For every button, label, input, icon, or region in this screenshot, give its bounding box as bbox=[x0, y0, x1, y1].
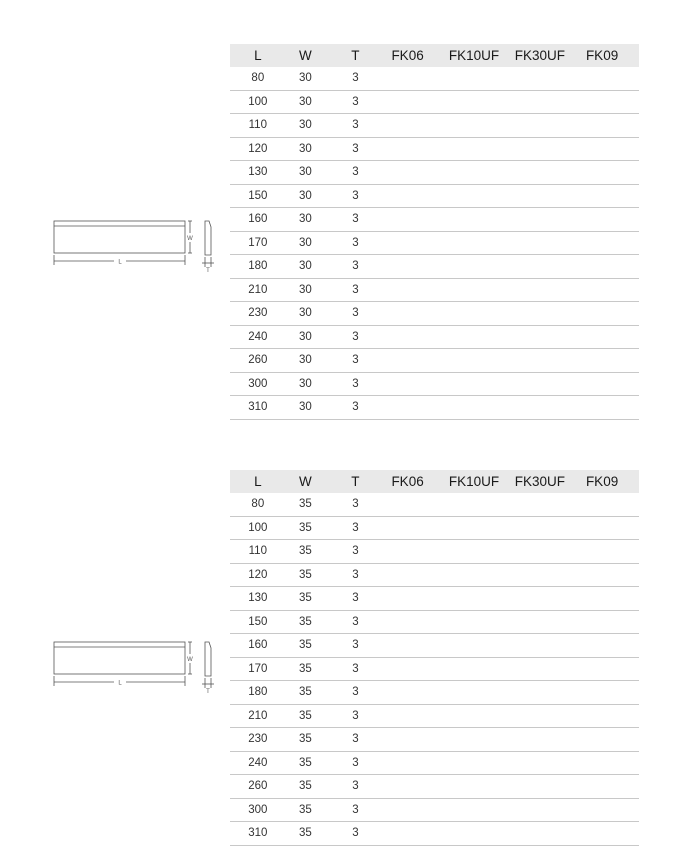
table-cell bbox=[515, 372, 566, 396]
table-cell: 110 bbox=[230, 114, 282, 138]
table-cell: 35 bbox=[282, 610, 329, 634]
table-row bbox=[230, 540, 639, 564]
table-row bbox=[230, 657, 639, 681]
table-cell bbox=[565, 610, 639, 634]
header-l: L bbox=[230, 470, 282, 493]
table-cell: 100 bbox=[230, 516, 282, 540]
table-cell: 35 bbox=[282, 775, 329, 799]
table-row bbox=[230, 728, 639, 752]
table-cell bbox=[515, 137, 566, 161]
table-cell bbox=[565, 137, 639, 161]
table-cell bbox=[382, 372, 434, 396]
table-cell bbox=[433, 396, 514, 420]
table-cell bbox=[515, 231, 566, 255]
header-fk06: FK06 bbox=[382, 470, 434, 493]
table-cell bbox=[565, 349, 639, 373]
table-cell: 180 bbox=[230, 255, 282, 279]
table-cell bbox=[515, 634, 566, 658]
table-cell: 30 bbox=[282, 67, 329, 90]
table-cell bbox=[433, 610, 514, 634]
table-cell: 30 bbox=[282, 325, 329, 349]
table-cell bbox=[515, 704, 566, 728]
table-cell bbox=[515, 728, 566, 752]
table-cell: 3 bbox=[329, 184, 382, 208]
header-w: W bbox=[282, 470, 329, 493]
table-cell bbox=[382, 255, 434, 279]
table-cell: 230 bbox=[230, 728, 282, 752]
table-cell bbox=[433, 325, 514, 349]
table-cell bbox=[565, 775, 639, 799]
table-cell: 30 bbox=[282, 137, 329, 161]
table-cell: 3 bbox=[329, 516, 382, 540]
table-cell bbox=[382, 302, 434, 326]
table-cell bbox=[515, 657, 566, 681]
table-cell: 3 bbox=[329, 302, 382, 326]
length-label: L bbox=[118, 259, 122, 266]
table-row bbox=[230, 302, 639, 326]
table-cell bbox=[382, 563, 434, 587]
table-cell bbox=[433, 255, 514, 279]
table-cell: 3 bbox=[329, 775, 382, 799]
table-cell bbox=[382, 657, 434, 681]
table-cell bbox=[565, 493, 639, 516]
table-cell bbox=[565, 751, 639, 775]
header-fk10uf: FK10UF bbox=[433, 44, 514, 67]
table-cell bbox=[515, 255, 566, 279]
table-cell bbox=[565, 278, 639, 302]
table-cell: 35 bbox=[282, 540, 329, 564]
table-row bbox=[230, 278, 639, 302]
table-cell bbox=[433, 349, 514, 373]
table-row bbox=[230, 161, 639, 185]
table-cell bbox=[382, 278, 434, 302]
table-row bbox=[230, 587, 639, 611]
table-cell: 35 bbox=[282, 563, 329, 587]
table-cell bbox=[565, 681, 639, 705]
table-cell bbox=[515, 681, 566, 705]
thickness-label: T bbox=[206, 689, 210, 695]
table-header-row bbox=[230, 44, 639, 67]
table-cell: 35 bbox=[282, 822, 329, 846]
table-cell: 30 bbox=[282, 208, 329, 232]
table-cell bbox=[515, 822, 566, 846]
table-cell bbox=[515, 563, 566, 587]
table-cell: 210 bbox=[230, 704, 282, 728]
table-cell: 160 bbox=[230, 634, 282, 658]
table-cell bbox=[382, 681, 434, 705]
table-cell: 3 bbox=[329, 563, 382, 587]
table-cell bbox=[382, 396, 434, 420]
table-cell: 160 bbox=[230, 208, 282, 232]
table-cell bbox=[515, 208, 566, 232]
table-cell: 30 bbox=[282, 302, 329, 326]
table-row bbox=[230, 90, 639, 114]
table-cell bbox=[433, 372, 514, 396]
table-row bbox=[230, 493, 639, 516]
table-cell bbox=[433, 563, 514, 587]
table-cell bbox=[433, 161, 514, 185]
table-cell: 30 bbox=[282, 90, 329, 114]
table-cell: 30 bbox=[282, 161, 329, 185]
header-fk09: FK09 bbox=[565, 470, 639, 493]
table-row bbox=[230, 704, 639, 728]
table-row bbox=[230, 516, 639, 540]
table-cell: 3 bbox=[329, 231, 382, 255]
table-cell: 3 bbox=[329, 396, 382, 420]
table-cell: 3 bbox=[329, 114, 382, 138]
table-cell bbox=[565, 67, 639, 90]
table-cell bbox=[433, 728, 514, 752]
table-cell: 3 bbox=[329, 278, 382, 302]
table-row bbox=[230, 563, 639, 587]
table-cell: 240 bbox=[230, 325, 282, 349]
table-cell bbox=[565, 540, 639, 564]
table-row bbox=[230, 231, 639, 255]
table-cell: 30 bbox=[282, 255, 329, 279]
table-cell bbox=[515, 610, 566, 634]
table-cell bbox=[382, 208, 434, 232]
table-cell bbox=[565, 255, 639, 279]
table-row bbox=[230, 798, 639, 822]
table-cell: 260 bbox=[230, 775, 282, 799]
table-cell bbox=[382, 798, 434, 822]
table-cell bbox=[565, 563, 639, 587]
table-cell bbox=[565, 90, 639, 114]
table-body bbox=[230, 493, 639, 845]
table-cell bbox=[433, 184, 514, 208]
table-cell bbox=[382, 540, 434, 564]
table-cell: 120 bbox=[230, 563, 282, 587]
table-cell bbox=[433, 822, 514, 846]
table-cell bbox=[565, 822, 639, 846]
table-cell: 3 bbox=[329, 587, 382, 611]
header-fk30uf: FK30UF bbox=[515, 470, 566, 493]
table-cell: 310 bbox=[230, 396, 282, 420]
table-row bbox=[230, 396, 639, 420]
table-cell bbox=[565, 372, 639, 396]
table-cell: 3 bbox=[329, 493, 382, 516]
table-cell: 150 bbox=[230, 184, 282, 208]
table-cell: 3 bbox=[329, 704, 382, 728]
table-cell: 3 bbox=[329, 822, 382, 846]
table-cell bbox=[515, 349, 566, 373]
table-cell: 35 bbox=[282, 751, 329, 775]
table-cell: 30 bbox=[282, 114, 329, 138]
table-cell bbox=[565, 302, 639, 326]
table-cell bbox=[515, 114, 566, 138]
table-cell: 110 bbox=[230, 540, 282, 564]
table-row bbox=[230, 372, 639, 396]
table-cell bbox=[565, 396, 639, 420]
table-cell bbox=[565, 516, 639, 540]
table-cell bbox=[433, 278, 514, 302]
table-cell bbox=[382, 610, 434, 634]
table-cell bbox=[433, 540, 514, 564]
table-cell: 3 bbox=[329, 372, 382, 396]
table-cell: 3 bbox=[329, 681, 382, 705]
table-cell: 3 bbox=[329, 751, 382, 775]
table-cell bbox=[515, 302, 566, 326]
table-cell: 35 bbox=[282, 798, 329, 822]
table-cell: 3 bbox=[329, 728, 382, 752]
width-label: W bbox=[187, 657, 193, 663]
header-t: T bbox=[329, 44, 382, 67]
width-label: W bbox=[187, 236, 193, 242]
table-cell bbox=[433, 751, 514, 775]
table-cell: 130 bbox=[230, 161, 282, 185]
table-cell bbox=[433, 302, 514, 326]
table-cell bbox=[382, 114, 434, 138]
table-row bbox=[230, 208, 639, 232]
table-cell bbox=[382, 325, 434, 349]
table-row bbox=[230, 349, 639, 373]
table-row bbox=[230, 137, 639, 161]
table-cell bbox=[515, 278, 566, 302]
table-cell bbox=[515, 161, 566, 185]
table-cell: 260 bbox=[230, 349, 282, 373]
header-l: L bbox=[230, 44, 282, 67]
table-cell bbox=[565, 325, 639, 349]
header-fk10uf: FK10UF bbox=[433, 470, 514, 493]
table-cell bbox=[382, 775, 434, 799]
table-cell bbox=[565, 728, 639, 752]
table-cell bbox=[565, 657, 639, 681]
table-row bbox=[230, 610, 639, 634]
table-cell bbox=[382, 231, 434, 255]
blade-size-table-2 bbox=[230, 470, 639, 846]
table-cell bbox=[565, 184, 639, 208]
table-cell bbox=[515, 751, 566, 775]
table-cell bbox=[433, 231, 514, 255]
table-cell: 3 bbox=[329, 67, 382, 90]
table-cell bbox=[382, 184, 434, 208]
table-cell: 3 bbox=[329, 610, 382, 634]
table-row bbox=[230, 751, 639, 775]
blade-size-table-1 bbox=[230, 44, 639, 420]
table-cell: 180 bbox=[230, 681, 282, 705]
table-cell: 30 bbox=[282, 349, 329, 373]
table-cell bbox=[382, 90, 434, 114]
table-cell bbox=[565, 634, 639, 658]
table-cell bbox=[565, 798, 639, 822]
table-cell bbox=[515, 540, 566, 564]
table-cell: 3 bbox=[329, 161, 382, 185]
table-cell bbox=[382, 704, 434, 728]
blade-dimension-diagram bbox=[52, 215, 222, 275]
table-cell: 3 bbox=[329, 255, 382, 279]
table-row bbox=[230, 114, 639, 138]
table-cell bbox=[565, 208, 639, 232]
table-cell bbox=[433, 90, 514, 114]
header-fk09: FK09 bbox=[565, 44, 639, 67]
table-cell bbox=[515, 516, 566, 540]
table-cell: 300 bbox=[230, 372, 282, 396]
table-cell bbox=[565, 587, 639, 611]
table-cell bbox=[382, 634, 434, 658]
table-cell bbox=[515, 325, 566, 349]
table-cell bbox=[382, 349, 434, 373]
table-cell: 170 bbox=[230, 657, 282, 681]
table-cell bbox=[433, 208, 514, 232]
table-cell: 3 bbox=[329, 90, 382, 114]
thickness-label: T bbox=[206, 268, 210, 274]
table-cell bbox=[382, 137, 434, 161]
table-row bbox=[230, 822, 639, 846]
table-cell bbox=[433, 657, 514, 681]
table-cell: 35 bbox=[282, 704, 329, 728]
table-cell: 30 bbox=[282, 396, 329, 420]
table-cell bbox=[515, 493, 566, 516]
table-header-row bbox=[230, 470, 639, 493]
table-cell bbox=[515, 587, 566, 611]
table-cell: 210 bbox=[230, 278, 282, 302]
table-cell: 35 bbox=[282, 681, 329, 705]
table-cell bbox=[382, 587, 434, 611]
table-cell bbox=[433, 775, 514, 799]
table-cell bbox=[382, 822, 434, 846]
table-cell bbox=[433, 798, 514, 822]
table-cell: 3 bbox=[329, 634, 382, 658]
table-cell bbox=[565, 704, 639, 728]
table-row bbox=[230, 775, 639, 799]
table-cell: 30 bbox=[282, 372, 329, 396]
table-cell: 80 bbox=[230, 493, 282, 516]
table-cell bbox=[433, 493, 514, 516]
table-cell: 3 bbox=[329, 325, 382, 349]
table-cell: 30 bbox=[282, 184, 329, 208]
table-cell bbox=[433, 704, 514, 728]
table-cell: 230 bbox=[230, 302, 282, 326]
table-cell: 240 bbox=[230, 751, 282, 775]
table-cell: 300 bbox=[230, 798, 282, 822]
table-cell bbox=[565, 231, 639, 255]
table-cell: 120 bbox=[230, 137, 282, 161]
table-cell: 3 bbox=[329, 540, 382, 564]
table-row bbox=[230, 634, 639, 658]
table-cell: 35 bbox=[282, 657, 329, 681]
table-cell: 30 bbox=[282, 231, 329, 255]
table-cell: 35 bbox=[282, 587, 329, 611]
table-cell bbox=[382, 493, 434, 516]
table-cell: 3 bbox=[329, 798, 382, 822]
table-cell bbox=[433, 114, 514, 138]
table-cell bbox=[382, 728, 434, 752]
header-w: W bbox=[282, 44, 329, 67]
table-cell: 3 bbox=[329, 349, 382, 373]
table-cell: 35 bbox=[282, 728, 329, 752]
table-cell bbox=[515, 396, 566, 420]
table-cell bbox=[382, 751, 434, 775]
table-cell bbox=[565, 161, 639, 185]
table-cell bbox=[515, 90, 566, 114]
table-row bbox=[230, 681, 639, 705]
table-cell: 3 bbox=[329, 208, 382, 232]
table-cell bbox=[433, 634, 514, 658]
table-cell: 100 bbox=[230, 90, 282, 114]
table-cell bbox=[433, 587, 514, 611]
table-cell bbox=[433, 681, 514, 705]
length-label: L bbox=[118, 680, 122, 687]
table-row bbox=[230, 325, 639, 349]
table-cell: 35 bbox=[282, 516, 329, 540]
table-cell bbox=[382, 516, 434, 540]
table-row bbox=[230, 255, 639, 279]
table-cell: 170 bbox=[230, 231, 282, 255]
table-row bbox=[230, 67, 639, 90]
table-body bbox=[230, 67, 639, 419]
table-cell bbox=[433, 516, 514, 540]
table-cell bbox=[515, 184, 566, 208]
table-cell bbox=[515, 67, 566, 90]
table-cell bbox=[382, 161, 434, 185]
blade-dimension-diagram bbox=[52, 636, 222, 696]
table-cell: 310 bbox=[230, 822, 282, 846]
table-row bbox=[230, 184, 639, 208]
table-cell: 80 bbox=[230, 67, 282, 90]
table-cell: 35 bbox=[282, 634, 329, 658]
table-cell: 35 bbox=[282, 493, 329, 516]
table-cell: 30 bbox=[282, 278, 329, 302]
table-cell: 3 bbox=[329, 137, 382, 161]
table-cell bbox=[515, 775, 566, 799]
header-fk30uf: FK30UF bbox=[515, 44, 566, 67]
table-cell bbox=[433, 137, 514, 161]
table-cell: 3 bbox=[329, 657, 382, 681]
table-cell bbox=[565, 114, 639, 138]
table-cell: 130 bbox=[230, 587, 282, 611]
table-cell bbox=[382, 67, 434, 90]
header-fk06: FK06 bbox=[382, 44, 434, 67]
header-t: T bbox=[329, 470, 382, 493]
table-cell bbox=[433, 67, 514, 90]
table-cell: 150 bbox=[230, 610, 282, 634]
table-cell bbox=[515, 798, 566, 822]
